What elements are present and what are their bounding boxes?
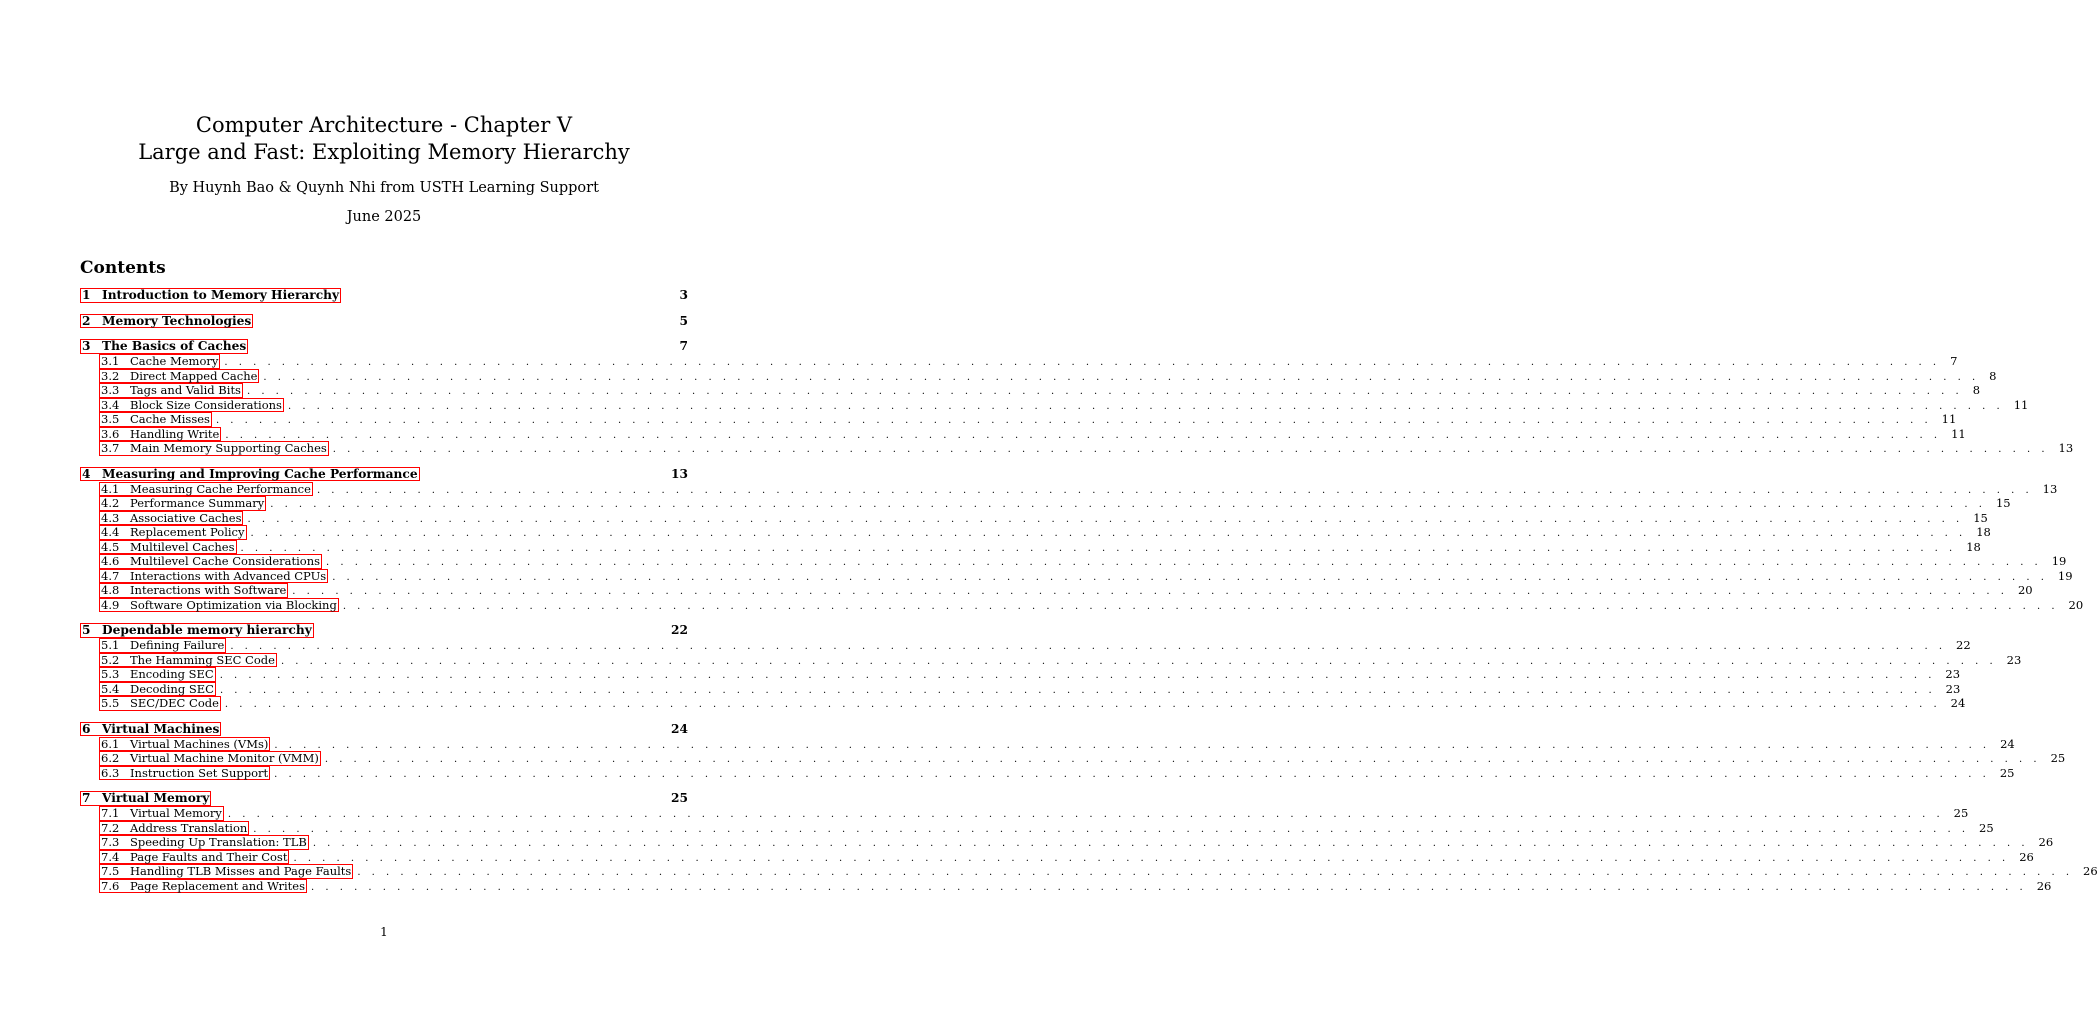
toc-subsection-row: [80, 696, 1966, 711]
toc-section-title: Virtual Machines: [102, 721, 220, 736]
toc-subsection-number: 3.6: [101, 426, 120, 441]
toc-section-page: 5: [679, 313, 688, 328]
toc-section-number: 7: [82, 791, 91, 805]
toc-subsection-page: 23: [2006, 652, 2022, 667]
toc-subsection-page: 18: [1966, 539, 1981, 554]
toc-subsection-row: [80, 835, 2054, 850]
toc-subsection-title: Interactions with Advanced CPUs: [130, 568, 327, 583]
toc-dot-leader: . . . . . . . . . . . . . . . . . . . . . . . . . . . . . . . . . . . . . . . . . . . . . . . . . . . . . . . . . . . . . . . . . . . . . . . . . . . . . . . . . . . . . . . . . . . . . . . . . . . . . . . . . . . . . . . . . . . . . . . .: [332, 571, 2048, 583]
toc-subsection-page: 25: [1953, 806, 1969, 820]
toc-section-link[interactable]: [80, 288, 341, 303]
toc-subsection-row: [80, 441, 2074, 456]
toc-subsection-title: Encoding SEC: [130, 667, 214, 681]
toc-subsection-row: [80, 638, 1971, 653]
toc-subsection-row: [80, 510, 1988, 526]
toc-dot-leader: . . . . . . . . . . . . . . . . . . . . . . . . . . . . . . . . . . . . . . . . . . . . . . . . . . . . . . . . . . . . . . . . . . . . . . . . . . . . . . . . . . . . . . . . . . . . . . . . . . . . . . . . . . . . . . . . . . . . . . . .: [316, 484, 2033, 496]
toc-dot-leader: . . . . . . . . . . . . . . . . . . . . . . . . . . . . . . . . . . . . . . . . . . . . . . . . . . . . . . . . . . . . . . . . . . . . . . . . . . . . . . . . . . . . . . . . . . . . . . . . . . . . . . . . . . . . . . . . . . . . . . . .: [224, 357, 1941, 368]
toc-subsection-title: Main Memory Supporting Caches: [130, 441, 327, 455]
toc-subsection-page: 11: [2013, 397, 2029, 412]
toc-subsection-number: 7.1: [101, 806, 120, 820]
toc-dot-leader: . . . . . . . . . . . . . . . . . . . . . . . . . . . . . . . . . . . . . . . . . . . . . . . . . . . . . . . . . . . . . . . . . . . . . . . . . . . . . . . . . . . . . . . . . . . . . . . . . . . . . . . . . . . . . . . . . . . . . . . .: [225, 429, 1942, 441]
toc-subsection-number: 4.6: [101, 554, 120, 568]
toc-subsection-title: Interactions with Software: [130, 583, 287, 597]
toc-dot-leader: . . . . . . . . . . . . . . . . . . . . . . . . . . . . . . . . . . . . . . . . . . . . . . . . . . . . . . . . . . . . . . . . . . . . . . . . . . . . . . . . . . . . . . . . . . . . . . . . . . . . . . . . . . . . . . . . . . . . . . . .: [292, 586, 2008, 597]
table-of-contents: [80, 288, 2098, 904]
toc-subsection-row: [80, 368, 1997, 384]
toc-subsection-title: Cache Misses: [130, 412, 210, 426]
toc-subsection-number: 4.2: [101, 496, 120, 510]
toc-dot-leader: . . . . . . . . . . . . . . . . . . . . . . . . . . . . . . . . . . . . . . . . . . . . . . . . . . . . . . . . . . . . . . . . . . . . . . . . . . . . . . . . . . . . . . . . . . . . . . . . . . . . . . . . . . . . . . . . . . . . . . . .: [270, 499, 1986, 510]
toc-subsection-link[interactable]: [99, 696, 221, 711]
toc-section-1: [80, 288, 688, 303]
toc-subsection-link[interactable]: [99, 737, 270, 752]
toc-section-row: [80, 339, 688, 354]
toc-subsection-title: Page Replacement and Writes: [130, 878, 305, 893]
toc-subsection-page: 19: [2057, 568, 2073, 583]
toc-subsection-link[interactable]: [99, 766, 270, 781]
toc-subsection-row: [80, 583, 2033, 598]
toc-subsection-number: 7.2: [101, 820, 120, 835]
toc-subsection-number: 6.3: [101, 765, 120, 780]
toc-subsection-title: Virtual Memory: [130, 806, 222, 820]
toc-subsection-link[interactable]: [99, 667, 216, 682]
toc-section-page: 22: [671, 623, 688, 637]
toc-dot-leader: . . . . . . . . . . . . . . . . . . . . . . . . . . . . . . . . . . . . . . . . . . . . . . . . . . . . . . . . . . . . . . . . . . . . . . . . . . . . . . . . . . . . . . . . . . . . . . . . . . . . . . . . . . . . . . . . . . . . . . . .: [287, 400, 2004, 412]
toc-section-link[interactable]: [80, 791, 211, 806]
toc-subsection-link[interactable]: [99, 682, 216, 697]
toc-subsection-link[interactable]: [99, 806, 224, 821]
toc-subsection-link[interactable]: [99, 427, 221, 442]
toc-subsection-link[interactable]: [99, 525, 247, 540]
toc-subsection-title: Cache Memory: [130, 354, 219, 368]
toc-subsection-page: 7: [1950, 354, 1958, 368]
toc-dot-leader: . . . . . . . . . . . . . . . . . . . . . . . . . . . . . . . . . . . . . . . . . . . . . . . . . . . . . . . . . . . . . . . . . . . . . . . . . . . . . . . . . . . . . . . . . . . . . . . . . . . . . . . . . . . . . . . . . . . . . . . .: [250, 528, 1967, 539]
toc-subsection-link[interactable]: [99, 850, 289, 865]
footer-page-number: 1: [380, 925, 388, 939]
toc-section-page: 7: [679, 339, 688, 353]
toc-subsection-number: 4.1: [101, 481, 120, 496]
toc-section-4: [80, 466, 2084, 613]
toc-dot-leader: . . . . . . . . . . . . . . . . . . . . . . . . . . . . . . . . . . . . . . . . . . . . . . . . . . . . . . . . . . . . . . . . . . . . . . . . . . . . . . . . . . . . . . . . . . . . . . . . . . . . . . . . . . . . . . . . . . . . . . . .: [263, 371, 1980, 383]
toc-subsection-title: Performance Summary: [130, 496, 265, 510]
toc-subsection-page: 13: [2042, 481, 2058, 496]
toc-section-page: 13: [671, 466, 688, 481]
toc-section-row: [80, 288, 688, 303]
toc-subsection-number: 6.2: [101, 751, 120, 765]
toc-dot-leader: . . . . . . . . . . . . . . . . . . . . . . . . . . . . . . . . . . . . . . . . . . . . . . . . . . . . . . . . . . . . . . . . . . . . . . . . . . . . . . . . . . . . . . . . . . . . . . . . . . . . . . . . . . . . . . . . . . . . . . . .: [253, 823, 1970, 835]
toc-subsection-row: [80, 354, 1958, 369]
toc-subsection-number: 3.7: [101, 441, 120, 455]
toc-subsection-row: [80, 554, 2067, 569]
toc-subsection-number: 7.6: [101, 878, 120, 893]
toc-subsection-title: Speeding Up Translation: TLB: [130, 835, 307, 849]
toc-section-link[interactable]: [80, 339, 248, 354]
toc-section-number: 5: [82, 623, 91, 637]
toc-subsection-row: [80, 681, 1961, 697]
toc-subsection-row: [80, 481, 2058, 497]
toc-subsection-title: Instruction Set Support: [130, 765, 269, 780]
toc-subsection-page: 25: [1999, 765, 2015, 780]
toc-subsection-link[interactable]: [99, 653, 277, 668]
toc-subsection-row: [80, 751, 2066, 766]
document-author: By Huynh Bao & Quynh Nhi from USTH Learning Support: [169, 180, 599, 196]
toc-section-6: [80, 721, 2066, 781]
toc-subsection-row: [80, 765, 2015, 781]
toc-subsection-page: 8: [1972, 383, 1981, 397]
toc-subsection-link[interactable]: [99, 412, 212, 427]
toc-dot-leader: . . . . . . . . . . . . . . . . . . . . . . . . . . . . . . . . . . . . . . . . . . . . . . . . . . . . . . . . . . . . . . . . . . . . . . . . . . . . . . . . . . . . . . . . . . . . . . . . . . . . . . . . . . . . . . . . . . . . . . . .: [311, 881, 2027, 893]
toc-subsection-page: 18: [1976, 525, 1991, 539]
toc-dot-leader: . . . . . . . . . . . . . . . . . . . . . . . . . . . . . . . . . . . . . . . . . . . . . . . . . . . . . . . . . . . . . . . . . . . . . . . . . . . . . . . . . . . . . . . . . . . . . . . . . . . . . . . . . . . . . . . . . . . . . . . .: [274, 768, 1990, 780]
toc-subsection-page: 13: [2058, 441, 2074, 455]
toc-subsection-number: 4.7: [101, 568, 120, 583]
toc-dot-leader: . . . . . . . . . . . . . . . . . . . . . . . . . . . . . . . . . . . . . . . . . . . . . . . . . . . . . . . . . . . . . . . . . . . . . . . . . . . . . . . . . . . . . . . . . . . . . . . . . . . . . . . . . . . . . . . . . . . . . . . .: [280, 655, 1997, 667]
toc-subsection-number: 3.5: [101, 412, 120, 426]
toc-subsection-row: [80, 383, 1981, 398]
toc-subsection-row: [80, 426, 1966, 442]
toc-subsection-title: Handling TLB Misses and Page Faults: [130, 864, 352, 878]
toc-subsection-title: Address Translation: [130, 820, 248, 835]
toc-subsection-page: 23: [1945, 667, 1961, 681]
toc-dot-leader: . . . . . . . . . . . . . . . . . . . . . . . . . . . . . . . . . . . . . . . . . . . . . . . . . . . . . . . . . . . . . . . . . . . . . . . . . . . . . . . . . . . . . . . . . . . . . . . . . . . . . . . . . . . . . . . . . . . . . . . .: [219, 684, 1936, 696]
toc-subsection-link[interactable]: [99, 496, 266, 511]
toc-subsection-row: [80, 849, 2034, 865]
toc-subsection-number: 4.8: [101, 583, 120, 597]
toc-subsection-title: Direct Mapped Cache: [130, 368, 258, 383]
toc-subsection-row: [80, 568, 2073, 584]
toc-section-number: 1: [82, 288, 91, 302]
toc-subsection-page: 23: [1945, 681, 1961, 696]
toc-section-row: [80, 722, 688, 737]
document-date: June 2025: [346, 209, 422, 225]
toc-subsection-link[interactable]: [99, 383, 243, 398]
contents-heading: Contents: [80, 258, 166, 278]
toc-section-row: [80, 314, 688, 329]
toc-section-title: Memory Technologies: [102, 313, 252, 328]
toc-subsection-number: 5.5: [101, 696, 120, 710]
toc-dot-leader: . . . . . . . . . . . . . . . . . . . . . . . . . . . . . . . . . . . . . . . . . . . . . . . . . . . . . . . . . . . . . . . . . . . . . . . . . . . . . . . . . . . . . . . . . . . . . . . . . . . . . . . . . . . . . . . . . . . . . . . .: [247, 513, 1964, 525]
toc-subsection-link[interactable]: [99, 441, 329, 456]
toc-subsection-row: [80, 652, 2022, 668]
toc-section-title: Measuring and Improving Cache Performance: [102, 466, 418, 481]
toc-subsection-number: 5.3: [101, 667, 120, 681]
toc-subsection-title: Associative Caches: [130, 510, 242, 525]
toc-subsection-link[interactable]: [99, 638, 226, 653]
toc-subsection-number: 4.3: [101, 510, 120, 525]
toc-subsection-row: [80, 496, 2011, 511]
toc-dot-leader: . . . . . . . . . . . . . . . . . . . . . . . . . . . . . . . . . . . . . . . . . . . . . . . . . . . . . . . . . . . . . . . . . . . . . . . . . . . . . . . . . . . . . . . . . . . . . . . . . . . . . . . . . . . . . . . . . . . . . . . .: [219, 670, 1936, 681]
toc-subsection-link[interactable]: [99, 398, 284, 413]
toc-subsection-row: [80, 397, 2029, 413]
toc-subsection-number: 7.3: [101, 835, 120, 849]
toc-subsection-page: 25: [1979, 820, 1994, 835]
toc-subsection-title: Defining Failure: [130, 638, 225, 652]
toc-section-2: [80, 314, 688, 329]
toc-dot-leader: . . . . . . . . . . . . . . . . . . . . . . . . . . . . . . . . . . . . . . . . . . . . . . . . . . . . . . . . . . . . . . . . . . . . . . . . . . . . . . . . . . . . . . . . . . . . . . . . . . . . . . . . . . . . . . . . . . . . . . . .: [326, 557, 2042, 568]
toc-subsection-page: 24: [1950, 696, 1966, 710]
toc-subsection-link[interactable]: [99, 598, 339, 613]
toc-subsection-page: 22: [1956, 638, 1971, 652]
toc-subsection-link[interactable]: [99, 864, 353, 879]
toc-subsection-page: 11: [1941, 412, 1957, 426]
toc-section-row: [80, 467, 688, 482]
toc-section-row: [80, 623, 688, 638]
toc-subsection-number: 3.3: [101, 383, 120, 397]
toc-subsection-number: 6.1: [101, 736, 120, 751]
toc-section-number: 4: [82, 466, 91, 481]
toc-subsection-number: 5.1: [101, 638, 120, 652]
toc-subsection-page: 20: [2017, 583, 2033, 597]
toc-subsection-link[interactable]: [99, 835, 309, 850]
toc-subsection-link[interactable]: [99, 554, 322, 569]
toc-section-title: The Basics of Caches: [102, 339, 247, 353]
toc-dot-leader: . . . . . . . . . . . . . . . . . . . . . . . . . . . . . . . . . . . . . . . . . . . . . . . . . . . . . . . . . . . . . . . . . . . . . . . . . . . . . . . . . . . . . . . . . . . . . . . . . . . . . . . . . . . . . . . . . . . . . . . .: [357, 867, 2074, 878]
toc-subsection-row: [80, 820, 1994, 836]
toc-subsection-row: [80, 667, 1961, 682]
toc-subsection-row: [80, 878, 2052, 894]
toc-subsection-number: 7.4: [101, 849, 120, 864]
toc-subsection-title: Replacement Policy: [130, 525, 245, 539]
toc-subsection-number: 5.2: [101, 652, 120, 667]
toc-subsection-link[interactable]: [99, 369, 259, 384]
toc-section-page: 3: [679, 288, 688, 302]
toc-section-title: Dependable memory hierarchy: [102, 623, 312, 637]
toc-subsection-page: 26: [2036, 878, 2052, 893]
toc-subsection-title: Multilevel Cache Considerations: [130, 554, 321, 568]
toc-subsection-title: The Hamming SEC Code: [130, 652, 275, 667]
toc-subsection-page: 26: [2019, 849, 2034, 864]
toc-dot-leader: . . . . . . . . . . . . . . . . . . . . . . . . . . . . . . . . . . . . . . . . . . . . . . . . . . . . . . . . . . . . . . . . . . . . . . . . . . . . . . . . . . . . . . . . . . . . . . . . . . . . . . . . . . . . . . . . . . . . . . . .: [240, 542, 1957, 554]
toc-subsection-link[interactable]: [99, 583, 288, 598]
toc-subsection-page: 20: [2068, 597, 2084, 612]
toc-dot-leader: . . . . . . . . . . . . . . . . . . . . . . . . . . . . . . . . . . . . . . . . . . . . . . . . . . . . . . . . . . . . . . . . . . . . . . . . . . . . . . . . . . . . . . . . . . . . . . . . . . . . . . . . . . . . . . . . . . . . . . . .: [332, 444, 2049, 455]
toc-subsection-page: 15: [1995, 496, 2011, 510]
toc-subsection-row: [80, 539, 1981, 555]
toc-section-5: [80, 623, 2022, 711]
toc-subsection-page: 15: [1973, 510, 1988, 525]
toc-subsection-row: [80, 864, 2098, 879]
toc-section-page: 25: [671, 791, 688, 805]
toc-subsection-number: 3.2: [101, 368, 120, 383]
toc-section-number: 2: [82, 313, 91, 328]
document-title-line2: Large and Fast: Exploiting Memory Hierarchy: [138, 140, 630, 164]
toc-subsection-title: Measuring Cache Performance: [130, 481, 311, 496]
toc-subsection-link[interactable]: [99, 482, 313, 497]
toc-subsection-title: Virtual Machine Monitor (VMM): [130, 751, 319, 765]
toc-subsection-title: SEC/DEC Code: [130, 696, 219, 710]
toc-dot-leader: . . . . . . . . . . . . . . . . . . . . . . . . . . . . . . . . . . . . . . . . . . . . . . . . . . . . . . . . . . . . . . . . . . . . . . . . . . . . . . . . . . . . . . . . . . . . . . . . . . . . . . . . . . . . . . . . . . . . . . . .: [227, 809, 1944, 820]
toc-subsection-title: Software Optimization via Blocking: [130, 597, 337, 612]
toc-subsection-number: 3.4: [101, 397, 120, 412]
toc-dot-leader: . . . . . . . . . . . . . . . . . . . . . . . . . . . . . . . . . . . . . . . . . . . . . . . . . . . . . . . . . . . . . . . . . . . . . . . . . . . . . . . . . . . . . . . . . . . . . . . . . . . . . . . . . . . . . . . . . . . . . . . .: [230, 641, 1947, 652]
toc-dot-leader: . . . . . . . . . . . . . . . . . . . . . . . . . . . . . . . . . . . . . . . . . . . . . . . . . . . . . . . . . . . . . . . . . . . . . . . . . . . . . . . . . . . . . . . . . . . . . . . . . . . . . . . . . . . . . . . . . . . . . . . .: [324, 754, 2041, 765]
toc-dot-leader: . . . . . . . . . . . . . . . . . . . . . . . . . . . . . . . . . . . . . . . . . . . . . . . . . . . . . . . . . . . . . . . . . . . . . . . . . . . . . . . . . . . . . . . . . . . . . . . . . . . . . . . . . . . . . . . . . . . . . . . .: [274, 739, 1991, 751]
toc-subsection-number: 4.9: [101, 597, 120, 612]
toc-subsection-title: Virtual Machines (VMs): [130, 736, 269, 751]
toc-subsection-page: 24: [2000, 736, 2015, 751]
toc-dot-leader: . . . . . . . . . . . . . . . . . . . . . . . . . . . . . . . . . . . . . . . . . . . . . . . . . . . . . . . . . . . . . . . . . . . . . . . . . . . . . . . . . . . . . . . . . . . . . . . . . . . . . . . . . . . . . . . . . . . . . . . .: [215, 415, 1932, 426]
toc-section-number: 3: [82, 339, 91, 353]
toc-section-link[interactable]: [80, 623, 314, 638]
toc-subsection-title: Tags and Valid Bits: [130, 383, 241, 397]
toc-section-page: 24: [671, 721, 688, 736]
toc-subsection-link[interactable]: [99, 354, 220, 369]
toc-subsection-page: 11: [1951, 426, 1966, 441]
toc-section-link[interactable]: [80, 467, 420, 482]
toc-subsection-link[interactable]: [99, 821, 249, 836]
toc-subsection-title: Handling Write: [130, 426, 220, 441]
toc-subsection-number: 4.4: [101, 525, 120, 539]
toc-subsection-link[interactable]: [99, 879, 307, 894]
document-title-line1: Computer Architecture - Chapter V: [195, 113, 573, 137]
toc-subsection-page: 26: [2083, 864, 2098, 878]
toc-subsection-link[interactable]: [99, 569, 328, 584]
toc-section-title: Introduction to Memory Hierarchy: [102, 288, 340, 302]
toc-subsection-title: Multilevel Caches: [130, 539, 235, 554]
toc-subsection-link[interactable]: [99, 540, 237, 555]
toc-section-3: [80, 339, 2074, 456]
toc-subsection-row: [80, 597, 2084, 613]
toc-subsection-page: 8: [1989, 368, 1997, 383]
toc-dot-leader: . . . . . . . . . . . . . . . . . . . . . . . . . . . . . . . . . . . . . . . . . . . . . . . . . . . . . . . . . . . . . . . . . . . . . . . . . . . . . . . . . . . . . . . . . . . . . . . . . . . . . . . . . . . . . . . . . . . . . . . .: [224, 699, 1941, 710]
toc-subsection-row: [80, 736, 2015, 752]
toc-section-link[interactable]: [80, 314, 253, 329]
toc-subsection-number: 3.1: [101, 354, 120, 368]
toc-subsection-row: [80, 806, 1969, 821]
toc-subsection-row: [80, 525, 1991, 540]
toc-section-title: Virtual Memory: [102, 791, 210, 805]
toc-subsection-title: Page Faults and Their Cost: [130, 849, 288, 864]
toc-subsection-number: 7.5: [101, 864, 120, 878]
toc-subsection-page: 26: [2038, 835, 2054, 849]
toc-section-row: [80, 791, 688, 806]
toc-section-number: 6: [82, 721, 91, 736]
toc-subsection-page: 25: [2050, 751, 2066, 765]
toc-dot-leader: . . . . . . . . . . . . . . . . . . . . . . . . . . . . . . . . . . . . . . . . . . . . . . . . . . . . . . . . . . . . . . . . . . . . . . . . . . . . . . . . . . . . . . . . . . . . . . . . . . . . . . . . . . . . . . . . . . . . . . . .: [312, 838, 2029, 849]
toc-subsection-page: 19: [2051, 554, 2067, 568]
toc-dot-leader: . . . . . . . . . . . . . . . . . . . . . . . . . . . . . . . . . . . . . . . . . . . . . . . . . . . . . . . . . . . . . . . . . . . . . . . . . . . . . . . . . . . . . . . . . . . . . . . . . . . . . . . . . . . . . . . . . . . . . . . .: [293, 852, 2010, 864]
toc-subsection-link[interactable]: [99, 751, 321, 766]
toc-dot-leader: . . . . . . . . . . . . . . . . . . . . . . . . . . . . . . . . . . . . . . . . . . . . . . . . . . . . . . . . . . . . . . . . . . . . . . . . . . . . . . . . . . . . . . . . . . . . . . . . . . . . . . . . . . . . . . . . . . . . . . . .: [342, 600, 2059, 612]
toc-subsection-title: Decoding SEC: [130, 681, 214, 696]
toc-subsection-row: [80, 412, 1957, 427]
toc-section-7: [80, 791, 2098, 893]
toc-section-link[interactable]: [80, 722, 221, 737]
toc-subsection-link[interactable]: [99, 511, 243, 526]
toc-subsection-title: Block Size Considerations: [130, 397, 282, 412]
toc-subsection-number: 5.4: [101, 681, 120, 696]
toc-subsection-number: 4.5: [101, 539, 120, 554]
toc-dot-leader: . . . . . . . . . . . . . . . . . . . . . . . . . . . . . . . . . . . . . . . . . . . . . . . . . . . . . . . . . . . . . . . . . . . . . . . . . . . . . . . . . . . . . . . . . . . . . . . . . . . . . . . . . . . . . . . . . . . . . . . .: [246, 386, 1963, 397]
